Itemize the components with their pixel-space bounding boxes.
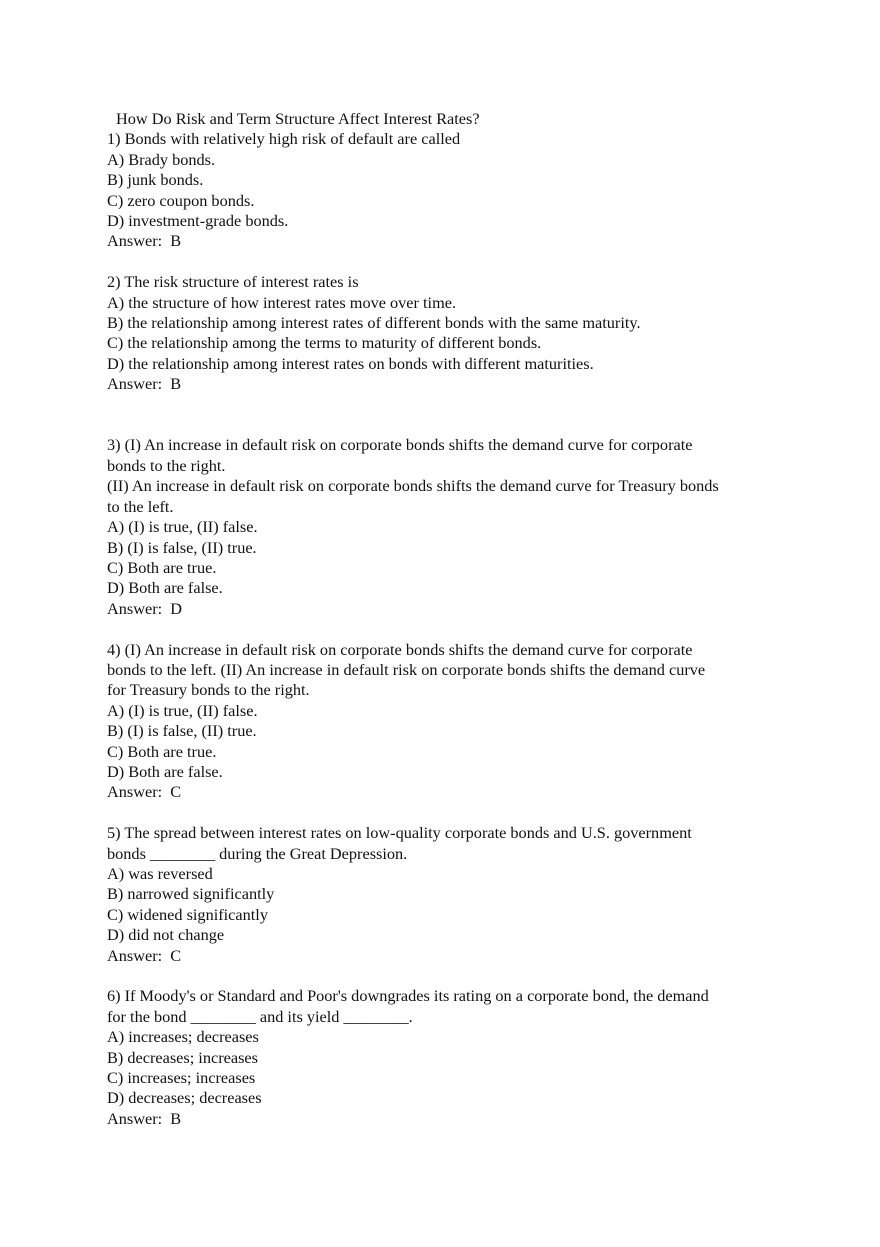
question-2 xyxy=(107,272,807,394)
answer-key: Answer: C xyxy=(107,782,182,802)
question-stem: for the bond ________ and its yield ________. xyxy=(107,1006,413,1026)
question-3 xyxy=(107,435,807,619)
answer-option-b: B) decreases; increases xyxy=(107,1047,258,1067)
question-stem: to the left. xyxy=(107,496,174,516)
answer-option-c: C) zero coupon bonds. xyxy=(107,190,255,210)
question-4 xyxy=(107,640,807,803)
question-1 xyxy=(107,129,807,251)
question-stem: 5) The spread between interest rates on low-quality corporate bonds and U.S. government xyxy=(107,823,692,843)
page-title: How Do Risk and Term Structure Affect Interest Rates? xyxy=(116,109,480,128)
document-page xyxy=(107,109,807,1129)
answer-option-a: A) Brady bonds. xyxy=(107,149,216,169)
answer-key: Answer: B xyxy=(107,374,182,394)
answer-option-a: A) was reversed xyxy=(107,863,213,883)
answer-option-b: B) the relationship among interest rates of different bonds with the same maturity. xyxy=(107,313,641,333)
spacer xyxy=(107,252,807,272)
question-6 xyxy=(107,986,807,1129)
spacer xyxy=(107,395,807,436)
answer-option-a: A) increases; decreases xyxy=(107,1027,259,1047)
question-stem: 1) Bonds with relatively high risk of default are called xyxy=(107,129,461,149)
answer-key: Answer: B xyxy=(107,231,182,251)
answer-key: Answer: C xyxy=(107,945,182,965)
answer-option-c: C) the relationship among the terms to maturity of different bonds. xyxy=(107,333,542,353)
answer-option-b: B) narrowed significantly xyxy=(107,884,275,904)
answer-option-c: C) Both are true. xyxy=(107,741,217,761)
answer-option-d: D) Both are false. xyxy=(107,761,223,781)
spacer xyxy=(107,803,807,823)
question-stem: 4) (I) An increase in default risk on corporate bonds shifts the demand curve for corporate xyxy=(107,639,693,659)
question-stem: for Treasury bonds to the right. xyxy=(107,680,310,700)
answer-option-a: A) (I) is true, (II) false. xyxy=(107,517,258,537)
question-stem: (II) An increase in default risk on corporate bonds shifts the demand curve for Treasury bonds xyxy=(107,476,719,496)
question-stem: bonds ________ during the Great Depression. xyxy=(107,843,408,863)
answer-key: Answer: D xyxy=(107,598,183,618)
answer-option-c: C) widened significantly xyxy=(107,904,268,924)
question-stem: 6) If Moody's or Standard and Poor's downgrades its rating on a corporate bond, the demand xyxy=(107,986,709,1006)
spacer xyxy=(107,966,807,986)
question-stem: 2) The risk structure of interest rates is xyxy=(107,272,359,292)
answer-option-c: C) Both are true. xyxy=(107,557,217,577)
question-stem: bonds to the right. xyxy=(107,455,226,475)
question-stem: 3) (I) An increase in default risk on corporate bonds shifts the demand curve for corporate xyxy=(107,435,693,455)
answer-key: Answer: B xyxy=(107,1108,182,1128)
spacer xyxy=(107,619,807,639)
question-stem: bonds to the left. (II) An increase in default risk on corporate bonds shifts the demand curve xyxy=(107,659,706,679)
answer-option-d: D) investment-grade bonds. xyxy=(107,211,289,231)
answer-option-a: A) the structure of how interest rates move over time. xyxy=(107,292,457,312)
answer-option-d: D) decreases; decreases xyxy=(107,1088,262,1108)
answer-option-b: B) junk bonds. xyxy=(107,170,204,190)
answer-option-a: A) (I) is true, (II) false. xyxy=(107,700,258,720)
answer-option-d: D) did not change xyxy=(107,925,225,945)
answer-option-b: B) (I) is false, (II) true. xyxy=(107,537,257,557)
answer-option-b: B) (I) is false, (II) true. xyxy=(107,721,257,741)
answer-option-d: D) the relationship among interest rates on bonds with different maturities. xyxy=(107,353,594,373)
answer-option-c: C) increases; increases xyxy=(107,1068,256,1088)
question-5 xyxy=(107,823,807,966)
answer-option-d: D) Both are false. xyxy=(107,578,223,598)
